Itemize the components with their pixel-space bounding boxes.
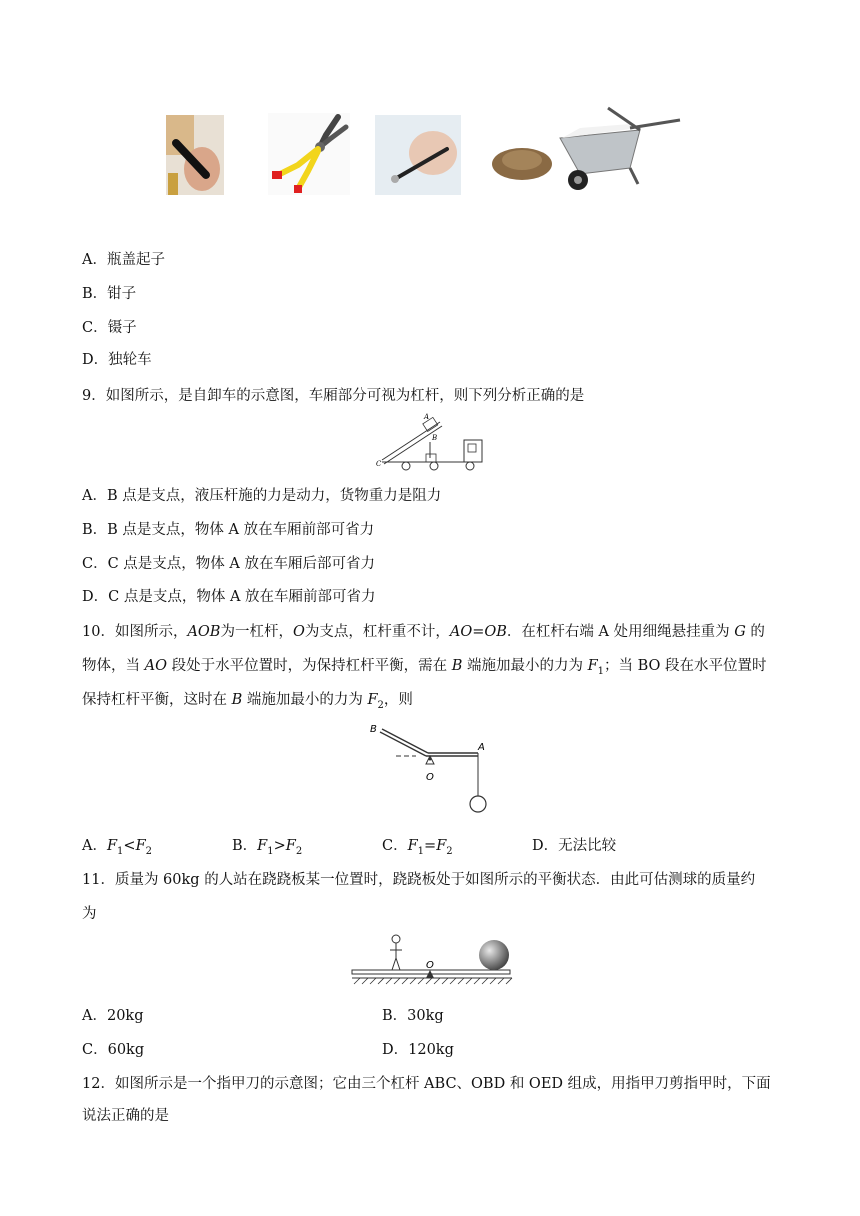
q9-dump-truck-figure: [376, 412, 484, 474]
q8-image-wheelbarrow: [490, 98, 686, 195]
q11-stem-line2: 为: [82, 906, 97, 922]
q9-figure-label-c: C: [376, 460, 382, 468]
q8-image-pliers: [268, 113, 350, 195]
q11-option-d: D．120kg: [382, 1042, 454, 1058]
q11-option-a: A．20kg: [82, 1008, 144, 1024]
q9-stem: 9．如图所示，是自卸车的示意图，车厢部分可视为杠杆，则下列分析正确的是: [82, 388, 585, 404]
q9-option-c: C．C 点是支点，物体 A 放在车厢后部可省力: [82, 556, 375, 572]
q8-option-c: C．镊子: [82, 320, 137, 336]
q9-option-d: D．C 点是支点，物体 A 放在车厢前部可省力: [82, 589, 376, 605]
q9-option-b: B．B 点是支点，物体 A 放在车厢前部可省力: [82, 522, 375, 538]
q9-figure-label-a: A: [424, 413, 430, 421]
q10-stem-line1: 10．如图所示，AOB为一杠杆，O为支点，杠杆重不计，AO=OB．在杠杆右端 A 处用细绳悬挂重为 G 的: [82, 624, 765, 640]
q11-stem-line1: 11．质量为 60kg 的人站在跷跷板某一位置时，跷跷板处于如图所示的平衡状态．由此可估测球的质量约: [82, 872, 756, 888]
q11-option-c: C．60kg: [82, 1042, 145, 1058]
q12-stem-line2: 说法正确的是: [82, 1108, 169, 1124]
q10-stem-line2: 物体，当 AO 段处于水平位置时，为保持杠杆平衡，需在 B 端施加最小的力为 $F_1$；当 BO 段在水平位置时: [82, 658, 767, 677]
q8-option-d: D．独轮车: [82, 352, 152, 368]
q8-option-a: A．瓶盖起子: [82, 252, 165, 268]
q11-figure-label-o: O: [426, 960, 434, 971]
q10-option-c: C．$F_1=F_2$: [382, 838, 453, 857]
q9-figure-label-b: B: [432, 434, 438, 442]
q10-option-a: A．$F_1<F_2$: [82, 838, 153, 857]
q10-stem-line3: 保持杠杆平衡，这时在 B 端施加最小的力为 $F_2$，则: [82, 692, 413, 711]
q11-seesaw-figure: [350, 930, 514, 986]
q10-option-d: D．无法比较: [532, 838, 617, 854]
q12-stem-line1: 12．如图所示是一个指甲刀的示意图；它由三个杠杆 ABC、OBD 和 OED 组成，用指甲刀剪指甲时，下面: [82, 1076, 771, 1092]
q8-image-bottle-opener: [166, 115, 224, 195]
q9-option-a: A．B 点是支点，液压杆施的力是动力，货物重力是阻力: [82, 488, 442, 504]
q10-option-b: B．$F_1>F_2$: [232, 838, 303, 857]
q10-figure-label-b: B: [370, 724, 377, 735]
q8-image-tweezers: [375, 115, 461, 195]
q10-lever-figure: [366, 718, 494, 818]
q11-option-b: B．30kg: [382, 1008, 444, 1024]
q10-figure-label-o: O: [426, 772, 434, 783]
q8-option-b: B．钳子: [82, 286, 137, 302]
q10-figure-label-a: A: [478, 742, 485, 753]
